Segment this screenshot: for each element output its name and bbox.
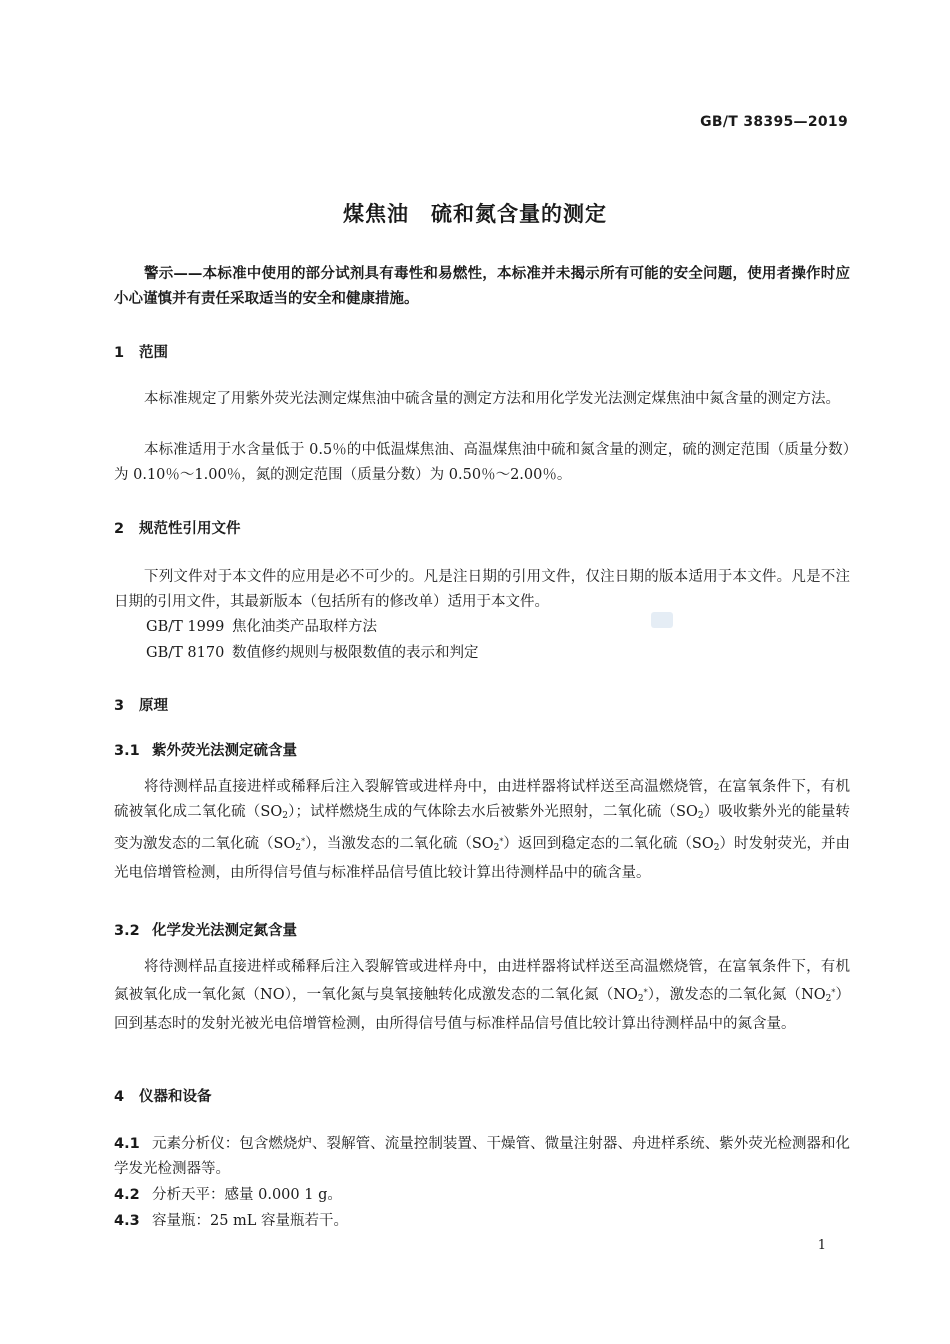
subsection-number: 3.1 xyxy=(114,743,140,759)
scope-paragraph-1: 本标准规定了用紫外荧光法测定煤焦油中硫含量的测定方法和用化学发光法测定煤焦油中氮含量的测定方法。 xyxy=(144,391,840,407)
subsection-3-2-heading xyxy=(114,919,297,940)
section-3-heading xyxy=(114,694,168,715)
references-paragraph: 下列文件对于本文件的应用是必不可少的。凡是注日期的引用文件，仅注日期的版本适用于本文件。凡是不注日期的引用文件，其最新版本（包括所有的修改单）适用于本文件。 xyxy=(114,569,850,610)
reference-code: GB/T 1999 xyxy=(146,619,225,635)
item-text: 分析天平：感量 0.000 1 g。 xyxy=(152,1187,342,1203)
section-number: 4 xyxy=(114,1089,125,1105)
principle-nitrogen-paragraph: 将待测样品直接进样或稀释后注入裂解管或进样舟中，由进样器将试样送至高温燃烧管，在富氧条件下，有机氮被氧化成一氧化氮（NO），一氧化氮与臭氧接触转化成激发态的二氧化氮$(NO_2^*)$，激发态的二氧化氮$(NO_2^*)$回到基态时的发射光被光电倍增管检测，由所得信号值与标准样品信号值比较计算出待测样品中的氮含量。 xyxy=(114,959,851,1032)
reference-name: 数值修约规则与极限数值的表示和判定 xyxy=(232,645,479,661)
reference-code: GB/T 8170 xyxy=(146,645,225,661)
equipment-item xyxy=(114,1183,850,1208)
item-text: 元素分析仪：包含燃烧炉、裂解管、流量控制装置、干燥管、微量注射器、舟进样系统、紫外荧光检测器和化学发光检测器等。 xyxy=(114,1136,850,1177)
section-number: 3 xyxy=(114,698,125,714)
section-title: 规范性引用文件 xyxy=(139,521,241,537)
reference-item xyxy=(146,615,377,640)
equipment-item xyxy=(114,1132,850,1182)
section-title: 原理 xyxy=(139,698,168,714)
reference-item xyxy=(146,641,479,666)
section-4-heading xyxy=(114,1085,212,1106)
item-number: 4.2 xyxy=(114,1187,140,1203)
item-text: 容量瓶：25 mL 容量瓶若干。 xyxy=(152,1213,349,1229)
reference-name: 焦化油类产品取样方法 xyxy=(232,619,377,635)
warning-paragraph: 警示——本标准中使用的部分试剂具有毒性和易燃性，本标准并未揭示所有可能的安全问题，使用者操作时应小心谨慎并有责任采取适当的安全和健康措施。 xyxy=(114,266,850,307)
equipment-item xyxy=(114,1209,850,1234)
subsection-3-1-heading xyxy=(114,739,297,760)
scope-paragraph-2: 本标准适用于水含量低于 0.5％的中低温煤焦油、高温煤焦油中硫和氮含量的测定，硫的测定范围（质量分数）为 0.10％～1.00％，氮的测定范围（质量分数）为 0.50％～2.00％。 xyxy=(114,442,850,483)
item-number: 4.3 xyxy=(114,1213,140,1229)
subsection-number: 3.2 xyxy=(114,923,140,939)
section-number: 2 xyxy=(114,521,125,537)
section-1-heading xyxy=(114,341,168,362)
page-number: 1 xyxy=(817,1238,826,1253)
subsection-title: 紫外荧光法测定硫含量 xyxy=(152,743,297,759)
section-title: 仪器和设备 xyxy=(139,1089,212,1105)
section-2-heading xyxy=(114,517,241,538)
item-number: 4.1 xyxy=(114,1136,140,1152)
document-title: 煤焦油 硫和氮含量的测定 xyxy=(343,202,607,226)
section-title: 范围 xyxy=(139,345,168,361)
section-number: 1 xyxy=(114,345,125,361)
standard-code: GB/T 38395—2019 xyxy=(700,114,848,130)
watermark-logo xyxy=(651,612,673,628)
subsection-title: 化学发光法测定氮含量 xyxy=(152,923,297,939)
principle-sulfur-paragraph: 将待测样品直接进样或稀释后注入裂解管或进样舟中，由进样器将试样送至高温燃烧管，在富氧条件下，有机硫被氧化成二氧化硫$(SO_2)$；试样燃烧生成的气体除去水后被紫外光照射，二氧化硫$(SO_2)$吸收紫外光的能量转变为激发态的二氧化硫$(SO_2^*)$，当激发态的二氧化硫$(SO_2^*)$返回到稳定态的二氧化硫$(SO_2)$时发射荧光，并由光电倍增管检测，由所得信号值与标准样品信号值比较计算出待测样品中的硫含量。 xyxy=(114,779,850,881)
